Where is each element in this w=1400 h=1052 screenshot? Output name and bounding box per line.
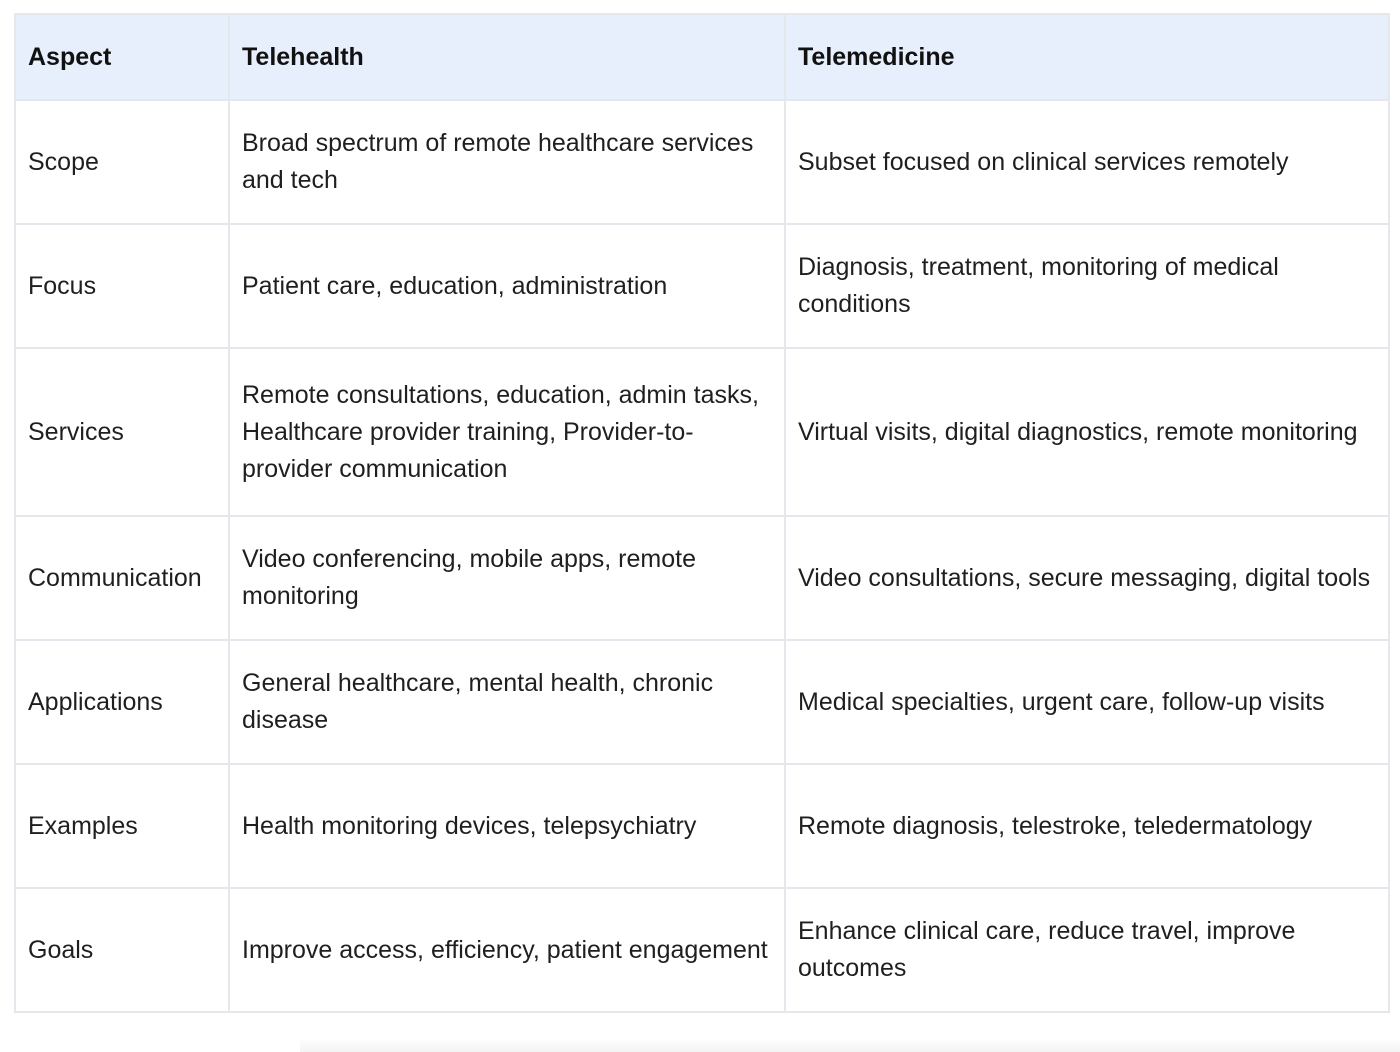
- table-row-communication: [15, 516, 1389, 640]
- cell-aspect: Scope: [15, 100, 229, 224]
- cell-aspect: Focus: [15, 224, 229, 348]
- cell-telemedicine: Video consultations, secure messaging, digital tools: [785, 516, 1389, 640]
- cell-telehealth: Video conferencing, mobile apps, remote monitoring: [229, 516, 785, 640]
- cell-aspect: Applications: [15, 640, 229, 764]
- table-header-row: [15, 14, 1389, 100]
- header-telehealth: Telehealth: [229, 14, 785, 100]
- cell-telemedicine: Medical specialties, urgent care, follow-up visits: [785, 640, 1389, 764]
- table-row-goals: [15, 888, 1389, 1012]
- cell-telehealth: Improve access, efficiency, patient engagement: [229, 888, 785, 1012]
- bottom-shadow: [300, 1038, 1400, 1052]
- cell-telehealth: Remote consultations, education, admin tasks, Healthcare provider training, Provider-to-provider communication: [229, 348, 785, 516]
- cell-telemedicine: Subset focused on clinical services remotely: [785, 100, 1389, 224]
- cell-aspect: Examples: [15, 764, 229, 888]
- header-aspect: Aspect: [15, 14, 229, 100]
- cell-aspect: Services: [15, 348, 229, 516]
- cell-telemedicine: Remote diagnosis, telestroke, teledermatology: [785, 764, 1389, 888]
- comparison-table-container: [14, 13, 1388, 1013]
- table-row-examples: [15, 764, 1389, 888]
- table-row-applications: [15, 640, 1389, 764]
- cell-aspect: Communication: [15, 516, 229, 640]
- cell-telehealth: Patient care, education, administration: [229, 224, 785, 348]
- cell-telemedicine: Virtual visits, digital diagnostics, remote monitoring: [785, 348, 1389, 516]
- cell-telehealth: General healthcare, mental health, chronic disease: [229, 640, 785, 764]
- header-telemedicine: Telemedicine: [785, 14, 1389, 100]
- table-row-focus: [15, 224, 1389, 348]
- cell-aspect: Goals: [15, 888, 229, 1012]
- cell-telehealth: Health monitoring devices, telepsychiatry: [229, 764, 785, 888]
- cell-telemedicine: Diagnosis, treatment, monitoring of medical conditions: [785, 224, 1389, 348]
- table-row-services: [15, 348, 1389, 516]
- cell-telemedicine: Enhance clinical care, reduce travel, improve outcomes: [785, 888, 1389, 1012]
- table-row-scope: [15, 100, 1389, 224]
- cell-telehealth: Broad spectrum of remote healthcare services and tech: [229, 100, 785, 224]
- comparison-table: [14, 13, 1390, 1013]
